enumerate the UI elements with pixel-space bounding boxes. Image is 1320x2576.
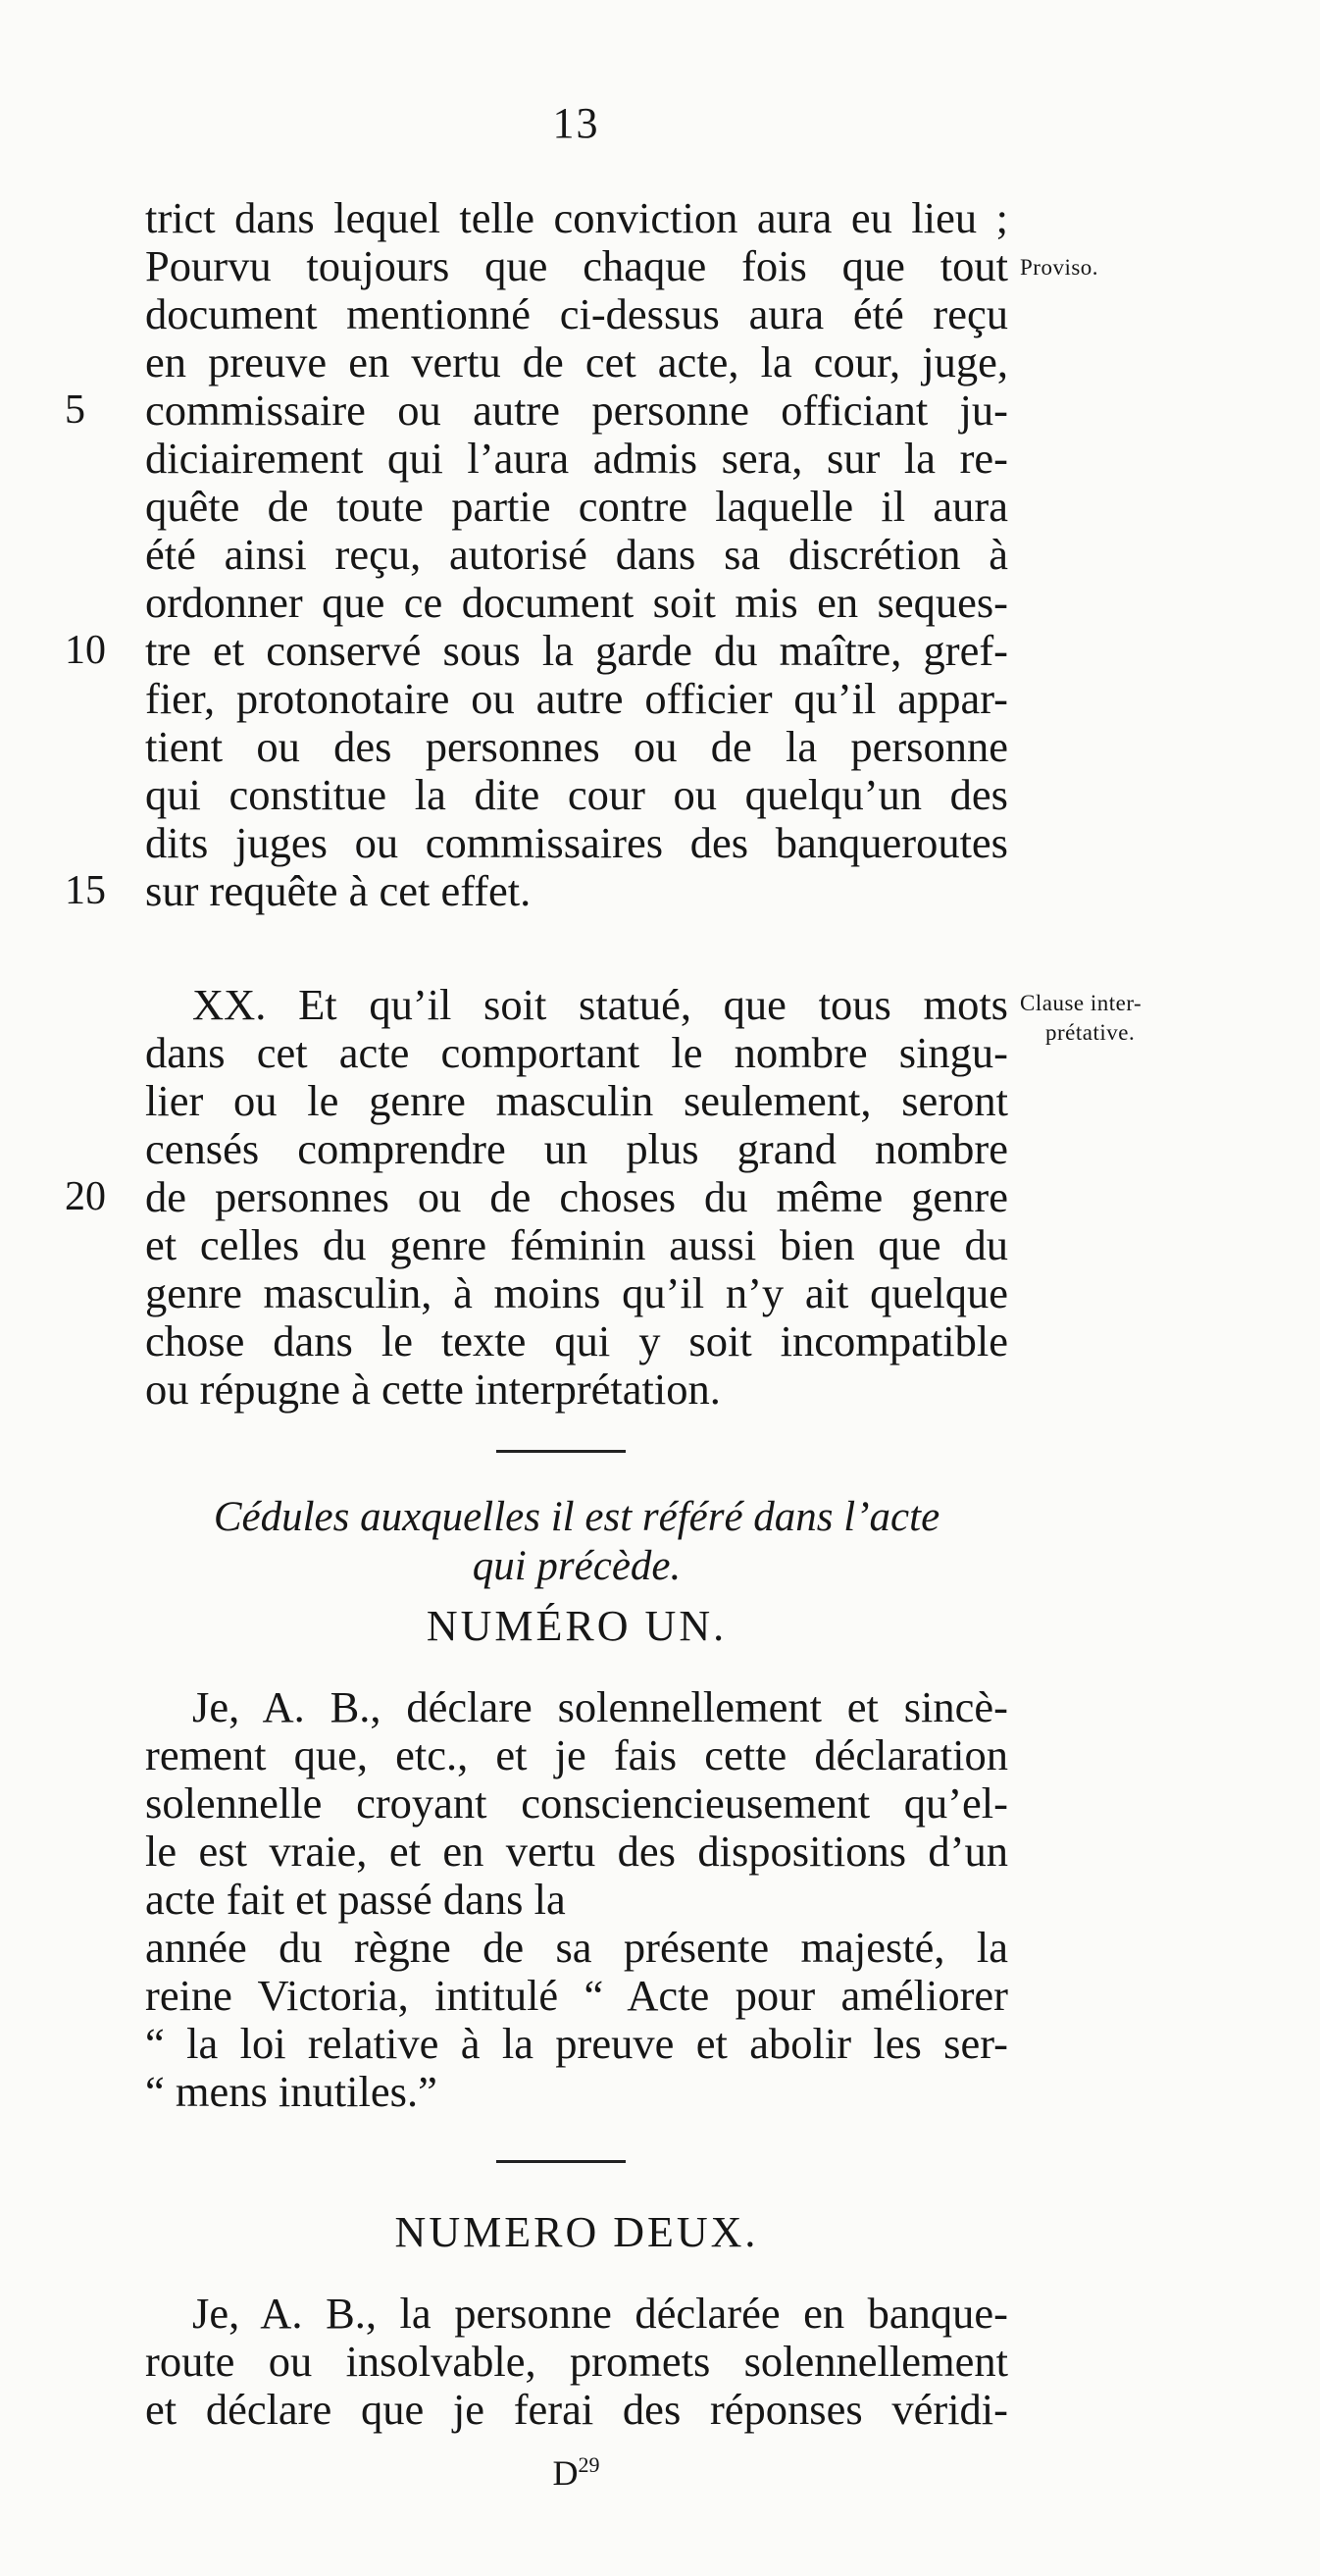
line-number: 20 — [65, 1174, 106, 1219]
schedule-2-text — [145, 2290, 1008, 2434]
schedule-1-text — [145, 1683, 1008, 2116]
text-line: Je, A. B., déclare solennellement et sincè- — [192, 1682, 1008, 1731]
text-line: “ la loi relative à la preuve et abolir les ser- — [145, 2019, 1008, 2068]
margin-note-proviso: Proviso. — [1020, 255, 1099, 280]
section-19-text — [65, 193, 1008, 915]
margin-note-interpretation-line2: prétative. — [1045, 1020, 1136, 1045]
text-line: censés comprendre un plus grand nombre — [145, 1124, 1008, 1173]
text-line: 15 sur requête à cet effet. — [65, 866, 532, 915]
text-line: en preuve en vertu de cet acte, la cour, juge, — [145, 337, 1008, 386]
text-line: dits juges ou commissaires des banqueroutes — [145, 818, 1008, 867]
page-number: 13 — [552, 99, 600, 147]
text-line: été ainsi reçu, autorisé dans sa discrétion à — [145, 530, 1008, 579]
text-line: tient ou des personnes ou de la personne — [145, 722, 1008, 771]
text-line: Je, A. B., la personne déclarée en banque- — [192, 2289, 1008, 2338]
text-line: quête de toute partie contre laquelle il aura — [145, 482, 1008, 531]
text-line: acte fait et passé dans la — [145, 1875, 566, 1924]
text-line: fier, protonotaire ou autre officier qu’il appar- — [145, 674, 1008, 723]
section-20-text — [65, 980, 1008, 1414]
text-line: genre masculin, à moins qu’il n’y ait quelque — [145, 1268, 1008, 1317]
schedule-1-heading: NUMÉRO UN. — [426, 1602, 728, 1650]
text-line: rement que, etc., et je fais cette déclaration — [145, 1730, 1008, 1779]
text-line: 20 de personnes ou de choses du même genre — [65, 1172, 1008, 1221]
text-line: et celles du genre féminin aussi bien que du — [145, 1220, 1008, 1269]
text-line: solennelle croyant consciencieusement qu’el- — [145, 1778, 1008, 1828]
text-line: 10 tre et conservé sous la garde du maître, gref- — [65, 626, 1008, 675]
text-line: diciairement qui l’aura admis sera, sur la re- — [145, 434, 1008, 483]
text-line: “ mens inutiles.” — [145, 2067, 437, 2116]
text-line: Pourvu toujours que chaque fois que tout — [145, 241, 1008, 290]
text-line: dans cet acte comportant le nombre singu- — [145, 1028, 1008, 1077]
text-line: route ou insolvable, promets solennellement — [145, 2337, 1008, 2386]
divider — [496, 1450, 626, 1453]
text-line: ou répugne à cette interprétation. — [145, 1365, 721, 1414]
text-line: année du règne de sa présente majesté, la — [145, 1923, 1008, 1972]
line-number: 15 — [65, 868, 106, 913]
text-line: XX. Et qu’il soit statué, que tous mots — [192, 980, 1008, 1029]
line-number: 10 — [65, 628, 106, 673]
text-line: chose dans le texte qui y soit incompatible — [145, 1316, 1008, 1365]
text-line: lier ou le genre masculin seulement, seront — [145, 1076, 1008, 1125]
schedules-title: Cédules auxquelles il est référé dans l’acte qui précède. — [213, 1494, 940, 1589]
divider — [496, 2160, 626, 2163]
margin-note-interpretation-line1: Clause inter- — [1020, 991, 1142, 1015]
line-number: 5 — [65, 387, 85, 433]
text-line: le est vraie, et en vertu des dispositions d’un — [145, 1827, 1008, 1876]
text-line: 5 commissaire ou autre personne officiant ju- — [65, 386, 1008, 435]
text-line: et déclare que je ferai des réponses véridi- — [145, 2385, 1008, 2434]
text-line: qui constitue la dite cour ou quelqu’un des — [145, 770, 1008, 819]
signature-mark: $D^{29}$ — [552, 2452, 600, 2493]
text-line: ordonner que ce document soit mis en seques- — [145, 578, 1008, 627]
text-line: reine Victoria, intitulé “ Acte pour améliorer — [145, 1971, 1008, 2020]
text-line: document mentionné ci-dessus aura été reçu — [145, 289, 1008, 338]
schedule-2-heading: NUMERO DEUX. — [394, 2208, 759, 2256]
text-line: trict dans lequel telle conviction aura eu lieu ; — [145, 193, 1008, 242]
